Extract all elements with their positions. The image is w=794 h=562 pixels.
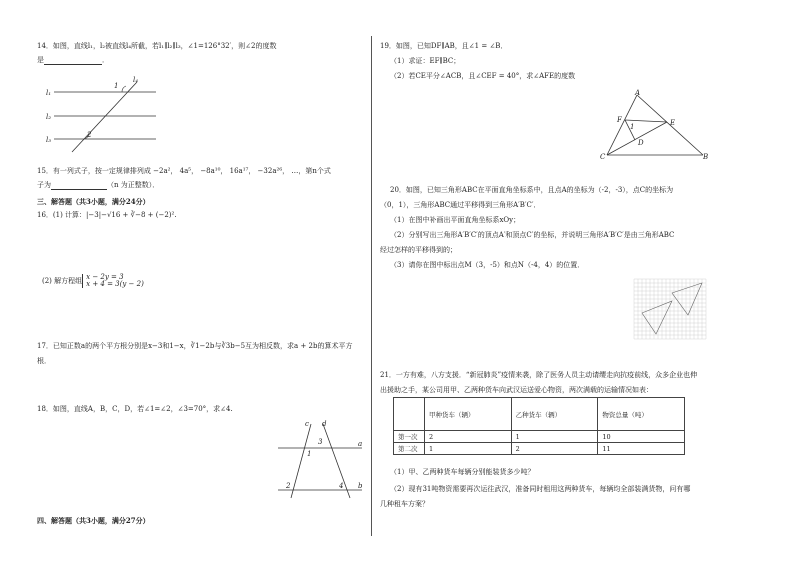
equation-system: x − 2y = 3 x + 4 = 3(y − 2): [82, 274, 144, 288]
q20-sub3: （3）请你在图中标出点M（3，-5）和点N（-4，4）的位置．: [390, 261, 585, 269]
label-angle-4: 4: [339, 482, 344, 490]
table-cell: 1: [425, 443, 512, 455]
q21-text-2: 出援助之手，某公司用甲、乙两种货车向武汉运送爱心物资，两次满载的运输情况如表：: [380, 386, 653, 394]
q21-sub1: （1）甲、乙两种货车每辆分别能装货多少吨？: [390, 468, 535, 476]
transversal-l4: [72, 82, 137, 152]
q19-sub1: （1）求证：EF∥BC；: [390, 57, 461, 65]
coordinate-grid: [634, 279, 706, 339]
line-c: [291, 424, 311, 498]
q15-answer-blank[interactable]: [51, 182, 107, 190]
q20-text: 20．如图，已知三角形ABC在平面直角坐标系中，且点A的坐标为（-2，-3），点C的坐标为: [390, 186, 674, 194]
label-A: A: [635, 89, 641, 97]
column-divider: [371, 36, 372, 536]
table-cell: 2: [511, 443, 598, 455]
label-l3: l₃: [46, 136, 52, 144]
table-row: [394, 431, 685, 443]
table-header-row: [394, 398, 685, 431]
label-C: C: [600, 153, 606, 161]
label-angle-1: 1: [307, 450, 312, 458]
q17-text: 17．已知正数a的两个平方根分别是x−3和1−x，∛1−2b与∛3b−5互为相反数，求a + 2b的算术平方: [37, 342, 353, 350]
q15-text: 15．有一列式子，按一定规律排列成 −2a²， 4a⁵， −8a¹⁰， 16a¹⁷， −32a²⁶， …，第n个式: [37, 167, 331, 175]
section-3-heading: 三、解答题（共3小题，满分24分）: [37, 197, 150, 206]
q17-text-2: 根．: [37, 357, 51, 365]
label-B: B: [703, 153, 709, 161]
label-F: F: [617, 116, 622, 124]
label-l2: l₂: [46, 113, 52, 121]
label-l4: l₄: [133, 76, 139, 84]
q16-part1: 16．(1) 计算：|−3|−√16 + ∛−8 + (−2)².: [37, 211, 177, 219]
label-angle-2: 2: [286, 482, 291, 490]
q20-sub2: （2）分别写出三角形A′B′C′的顶点A′和顶点C′的坐标，并说明三角形A′B′C′是由三角形ABC: [390, 231, 675, 239]
label-angle-2: 2: [87, 131, 92, 139]
table-cell: 第二次: [394, 443, 425, 455]
table-header-cell: 乙种货车（辆）: [511, 398, 598, 431]
transport-table: [393, 397, 685, 455]
q14-answer-line: 是 ．: [37, 56, 109, 64]
table-cell: 第一次: [394, 431, 425, 443]
q20-text-2: （0，1），三角形ABC通过平移得到三角形A′B′C′．: [380, 201, 541, 209]
q21-text: 21．一方有难，八方支援．“新冠肺炎”疫情来袭，除了医务人员主动请缨走向抗疫前线，众多企业也伸: [380, 371, 698, 379]
label-E: E: [670, 119, 676, 127]
label-d: d: [322, 420, 327, 428]
q18-text: 18．如图，直线A，B，C，D，若∠1=∠2，∠3=70°，求∠4.: [37, 405, 233, 413]
q14-answer-blank[interactable]: [44, 57, 102, 65]
table-header-cell: 甲种货车（辆）: [425, 398, 512, 431]
line-d: [323, 424, 350, 498]
table-cell: 11: [598, 443, 685, 455]
q21-sub2-cont: 几种租车方案？: [380, 500, 429, 508]
label-a: a: [358, 440, 363, 448]
q20-sub2-cont: 经过怎样的平移得到的；: [380, 246, 457, 254]
label-b: b: [358, 482, 363, 490]
q14-figure: [44, 74, 164, 154]
q18-figure: [278, 418, 368, 498]
triangle-ABC: [642, 301, 672, 334]
angle-1-arc: [122, 86, 126, 92]
q21-sub2: （2）现有31吨物资需要再次运往武汉，准备同时租用这两种货车，每辆均全部装满货物，问有哪: [390, 485, 691, 493]
table-row: [394, 443, 685, 455]
label-angle-3: 3: [318, 438, 323, 446]
label-c: c: [305, 420, 309, 428]
table-header-cell: [394, 398, 425, 431]
label-l1: l₁: [46, 89, 52, 97]
table-cell: 2: [425, 431, 512, 443]
q20-sub1: （1）在图中补画出平面直角坐标系xOy；: [390, 216, 521, 224]
label-angle-1: 1: [630, 123, 635, 131]
label-D: D: [638, 139, 644, 147]
label-angle-1: 1: [114, 82, 119, 90]
q20-grid-figure: [634, 279, 708, 341]
q19-figure: [599, 89, 714, 164]
q16-part2: (2) 解方程组 x − 2y = 3 x + 4 = 3(y − 2): [42, 273, 144, 288]
segment-CE: [607, 122, 667, 155]
section-4-heading: 四、解答题（共3小题，满分27分）: [37, 516, 150, 525]
q19-text: 19．如图，已知DF∥AB，且∠1 = ∠B．: [380, 42, 508, 50]
q15-answer-line: 子为 （n 为正整数）．: [37, 181, 160, 189]
q19-sub2: （2）若CE平分∠ACB，且∠CEF = 40°，求∠AFE的度数: [390, 72, 576, 80]
table-cell: 10: [598, 431, 685, 443]
q14-text: 14．如图，直线l₁，l₂被直线l₄所截，若l₁∥l₂∥l₃，∠1=126°32′，则∠2的度数: [37, 42, 277, 50]
segment-FE: [625, 120, 667, 122]
table-cell: 1: [511, 431, 598, 443]
table-header-cell: 物资总量（吨）: [598, 398, 685, 431]
